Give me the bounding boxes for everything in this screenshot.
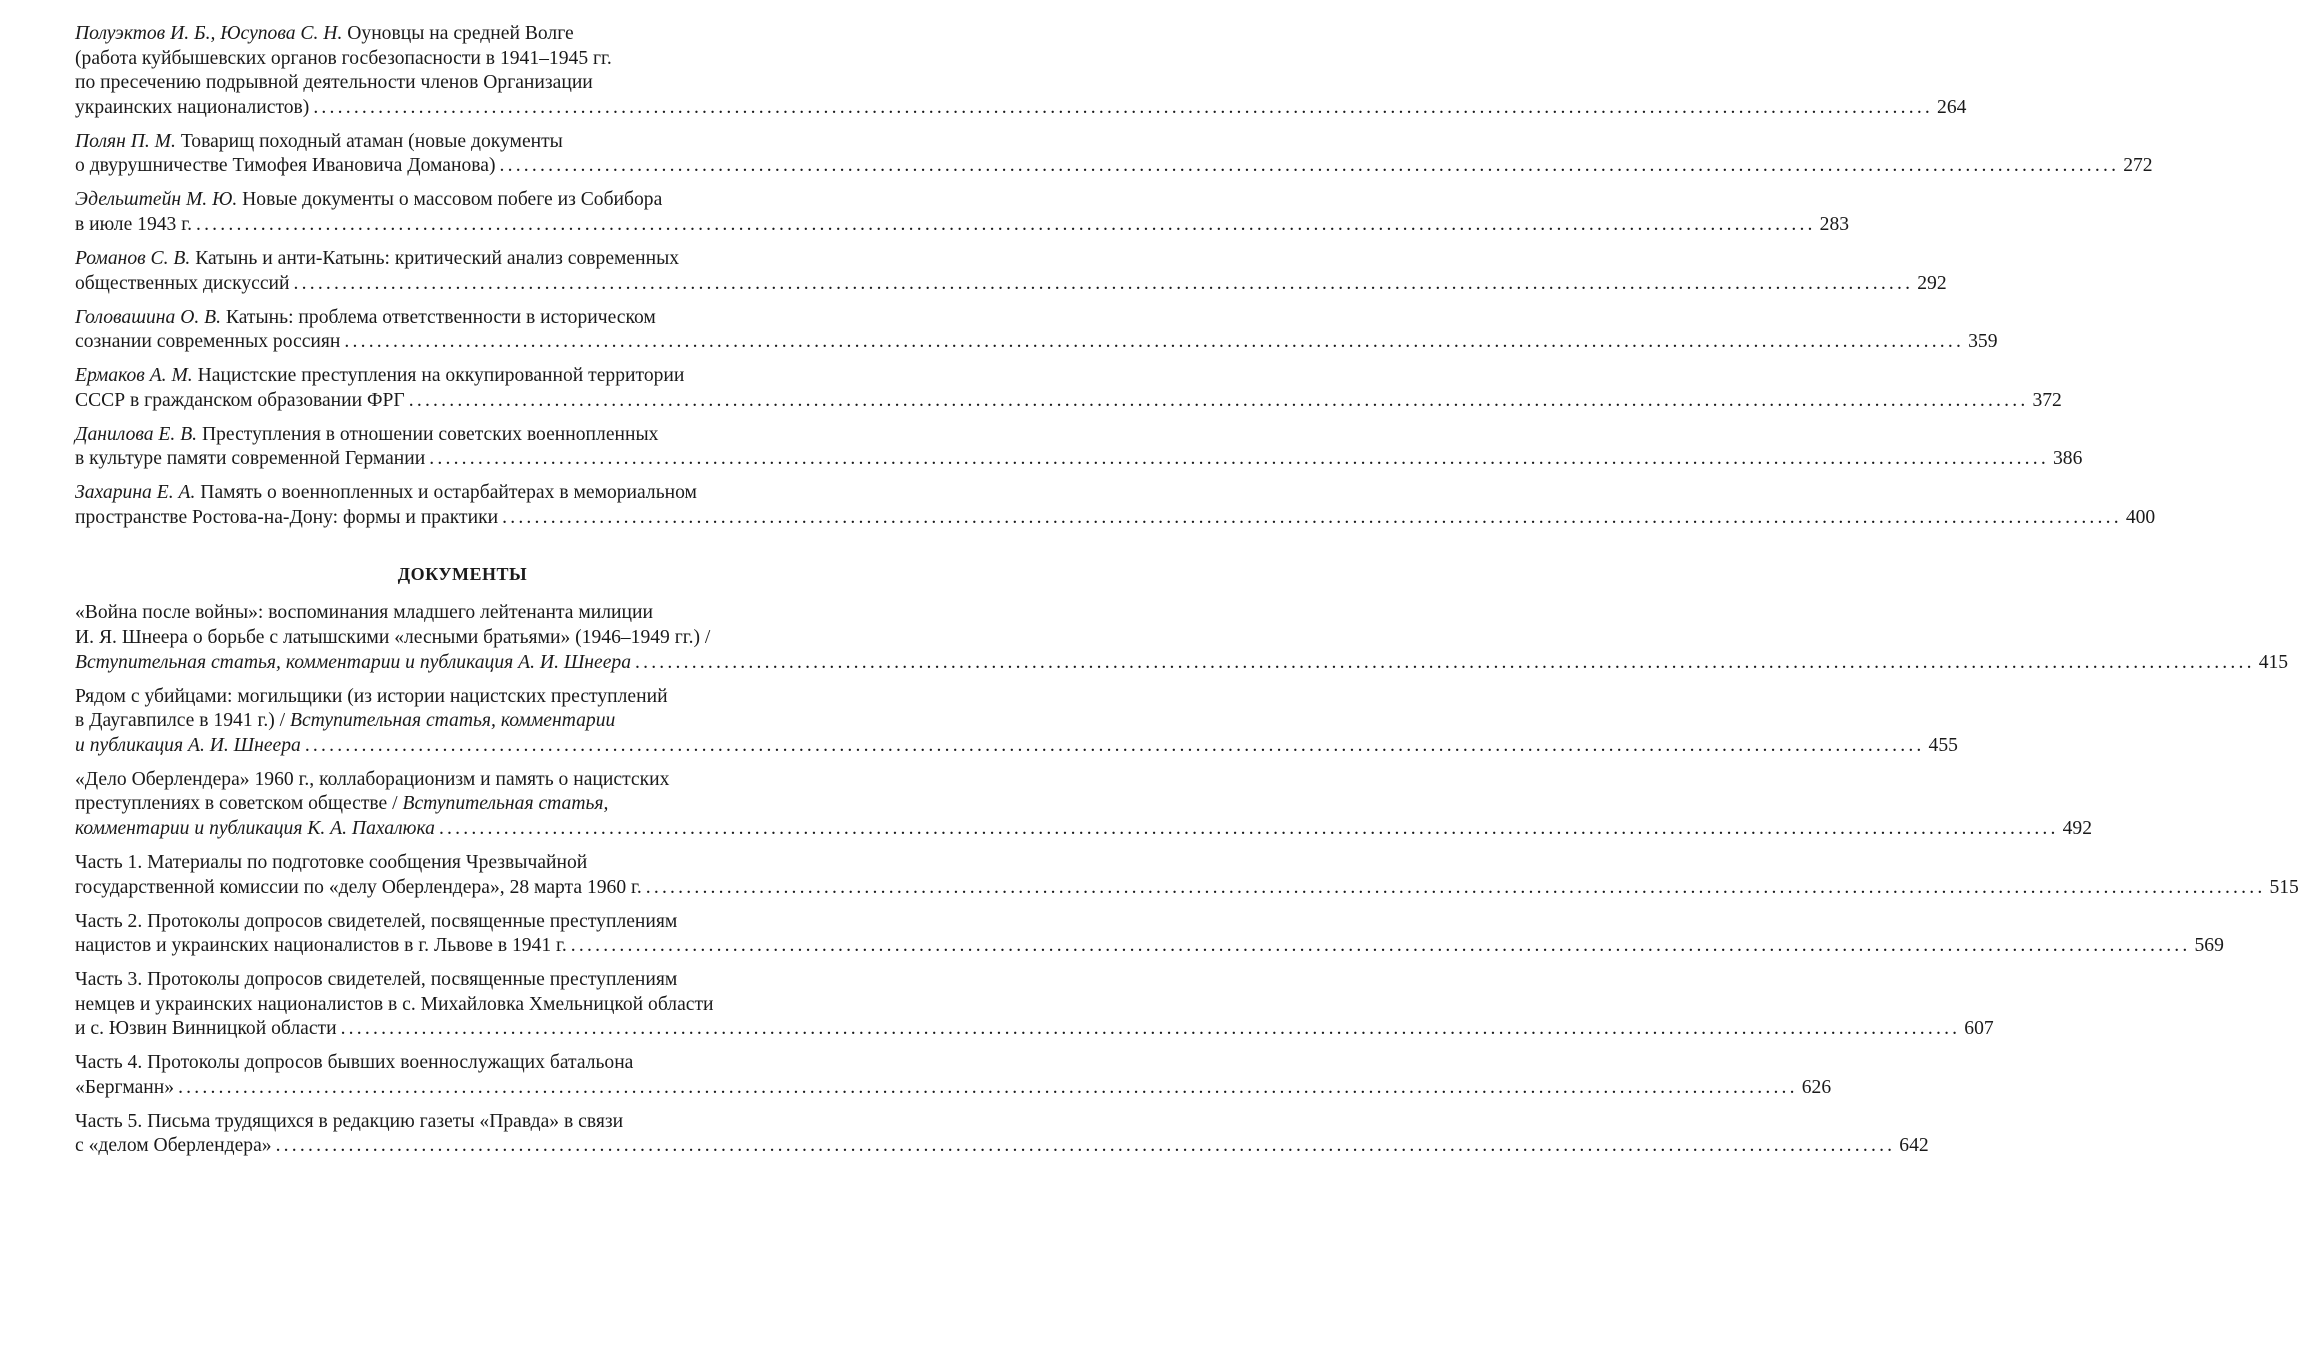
entry-title-last-line: с «делом Оберлендера»: [75, 1135, 272, 1157]
toc-entry-document-3: [75, 768, 2093, 842]
dot-leader: ........................................................................................................................................................................................................: [408, 389, 2029, 411]
entry-author: Ермаков А. М.: [75, 365, 193, 387]
entry-title-line: Катынь: проблема ответственности в историческом: [225, 306, 656, 328]
page-number: 372: [2032, 389, 2062, 411]
entry-title-line: Катынь и анти-Катынь: критический анализ современных: [195, 247, 680, 269]
page-number: 642: [1899, 1135, 1929, 1157]
toc-entry-document-1: [75, 601, 2289, 675]
entry-title-last-line: в июле 1943 г.: [75, 213, 192, 235]
entry-title-line: И. Я. Шнеера о борьбе с латышскими «лесными братьями» (1946–1949 гг.) /: [75, 627, 711, 649]
entry-title-last-line: государственной комиссии по «делу Оберлендера», 28 марта 1960 г.: [75, 876, 642, 898]
entry-title-line: Память о военнопленных и остарбайтерах в мемориальном: [200, 482, 697, 504]
dot-leader: ........................................................................................................................................................................................................: [313, 96, 1934, 118]
entry-title-line: немцев и украинских националистов в с. Михайловка Хмельницкой области: [75, 993, 714, 1015]
entry-title-line: Часть 2. Протоколы допросов свидетелей, посвященные преступлениям: [75, 910, 678, 932]
page-number: 492: [2062, 817, 2093, 839]
entry-title-last-line: Вступительная статья, комментарии и публикация А. И. Шнеера: [75, 651, 632, 673]
page-number: 626: [1801, 1076, 1832, 1098]
entry-title-line: «Война после войны»: воспоминания младшего лейтенанта милиции: [75, 602, 653, 624]
toc-entry-part-5: [75, 1110, 1929, 1159]
entry-title-last-line: сознании современных россиян: [75, 331, 341, 353]
entry-author: Полян П. М.: [75, 130, 176, 152]
dot-leader: ........................................................................................................................................................................................................: [195, 213, 1816, 235]
dot-leader: ........................................................................................................................................................................................................: [429, 448, 2049, 470]
entry-title-line: Часть 5. Письма трудящихся в редакцию газеты «Правда» в связи: [75, 1110, 624, 1132]
toc-entry-document-2: [75, 685, 1958, 759]
entry-title-last-line: украинских националистов): [75, 96, 310, 118]
toc-entry-zakharina: [75, 481, 2156, 530]
entry-title-last-line: и публикация А. И. Шнеера: [75, 734, 301, 756]
toc-entry-poluektov: [75, 22, 1967, 120]
page-number: 455: [1928, 734, 1958, 756]
dot-leader: ........................................................................................................................................................................................................: [344, 331, 1965, 353]
entry-title-line: Часть 1. Материалы по подготовке сообщения Чрезвычайной: [75, 851, 588, 873]
section-heading-documents: ДОКУМЕНТЫ: [397, 564, 528, 585]
toc-entry-part-3: [75, 968, 1994, 1042]
dot-leader: ........................................................................................................................................................................................................: [499, 155, 2120, 177]
page-number: 569: [2194, 935, 2224, 957]
entry-author: Захарина Е. А.: [75, 482, 196, 504]
entry-title-line: Нацистские преступления на оккупированной территории: [197, 365, 685, 387]
page-number: 264: [1937, 96, 1967, 118]
page-number: 272: [2123, 155, 2153, 177]
entry-title-line: Преступления в отношении советских военнопленных: [201, 423, 659, 445]
page-number: 292: [1917, 272, 1947, 294]
entry-title-line: по пресечению подрывной деятельности членов Организации: [75, 72, 593, 94]
entry-title-line: (работа куйбышевских органов госбезопасности в 1941–1945 гг.: [75, 47, 612, 69]
entry-title-last-line: в культуре памяти современной Германии: [75, 448, 426, 470]
entry-author: Головашина О. В.: [75, 306, 222, 328]
entry-author: Полуэктов И. Б., Юсупова С. Н.: [75, 23, 343, 44]
table-of-contents: [75, 22, 2299, 1168]
toc-entry-golovashina: [75, 306, 1998, 355]
toc-entry-romanov: [75, 247, 1947, 296]
entry-title-line-italic: Вступительная статья, комментарии: [290, 710, 616, 732]
entry-title-line: Часть 3. Протоколы допросов свидетелей, посвященные преступлениям: [75, 969, 678, 991]
dot-leader: ........................................................................................................................................................................................................: [645, 876, 2266, 898]
entry-title-last-line: о двурушничестве Тимофея Ивановича Доманова): [75, 155, 496, 177]
toc-entry-ermakov: [75, 364, 2062, 413]
dot-leader: ........................................................................................................................................................................................................: [502, 506, 2122, 528]
toc-entry-part-2: [75, 910, 2224, 959]
dot-leader: ........................................................................................................................................................................................................: [178, 1076, 1798, 1098]
page-number: 359: [1968, 331, 1998, 353]
entry-title-last-line: нацистов и украинских националистов в г. Львове в 1941 г.: [75, 935, 567, 957]
entry-title-line: «Дело Оберлендера» 1960 г., коллаборационизм и память о нацистских: [75, 768, 670, 790]
page-number: 415: [2258, 651, 2289, 673]
entry-title-last-line: комментарии и публикация К. А. Пахалюка: [75, 817, 435, 839]
toc-entry-edelshtein: [75, 188, 1850, 237]
entry-title-last-line: общественных дискуссий: [75, 272, 290, 294]
dot-leader: ........................................................................................................................................................................................................: [438, 817, 2059, 839]
entry-author: Романов С. В.: [75, 247, 191, 269]
dot-leader: ........................................................................................................................................................................................................: [635, 651, 2255, 673]
page-number: 283: [1819, 213, 1850, 235]
page-number: 515: [2269, 876, 2299, 898]
entry-title-last-line: СССР в гражданском образовании ФРГ: [75, 389, 405, 411]
entry-title-last-line: «Бергманн»: [75, 1076, 175, 1098]
entry-title-line: Оуновцы на средней Волге: [347, 23, 574, 44]
toc-entry-polyan: [75, 130, 2153, 179]
entry-title-line: Рядом с убийцами: могильщики (из истории нацистских преступлений: [75, 685, 668, 707]
page-number: 607: [1964, 1018, 1994, 1040]
dot-leader: ........................................................................................................................................................................................................: [275, 1135, 1896, 1157]
dot-leader: ........................................................................................................................................................................................................: [340, 1018, 1961, 1040]
entry-author: Данилова Е. В.: [75, 423, 198, 445]
entry-title-line-plain: в Даугавпилсе в 1941 г.) /: [75, 710, 291, 732]
entry-title-line-plain: преступлениях в советском обществе /: [75, 793, 403, 815]
entry-author: Эдельштейн М. Ю.: [75, 189, 238, 211]
dot-leader: ........................................................................................................................................................................................................: [570, 935, 2191, 957]
entry-title-last-line: и с. Юзвин Винницкой области: [75, 1018, 337, 1040]
entry-title-line: Новые документы о массовом побеге из Собибора: [242, 189, 663, 211]
entry-title-line-italic: Вступительная статья,: [402, 793, 609, 815]
toc-entry-part-4: [75, 1051, 1832, 1100]
entry-title-last-line: пространстве Ростова-на-Дону: формы и практики: [75, 506, 499, 528]
toc-entry-danilova: [75, 423, 2083, 472]
toc-entry-part-1: [75, 851, 2299, 900]
page-number: 400: [2125, 506, 2156, 528]
dot-leader: ........................................................................................................................................................................................................: [304, 734, 1925, 756]
entry-title-line: Часть 4. Протоколы допросов бывших военнослужащих батальона: [75, 1052, 634, 1074]
entry-title-line: Товарищ походный атаман (новые документы: [180, 130, 563, 152]
page-number: 386: [2052, 448, 2083, 470]
dot-leader: ........................................................................................................................................................................................................: [293, 272, 1914, 294]
